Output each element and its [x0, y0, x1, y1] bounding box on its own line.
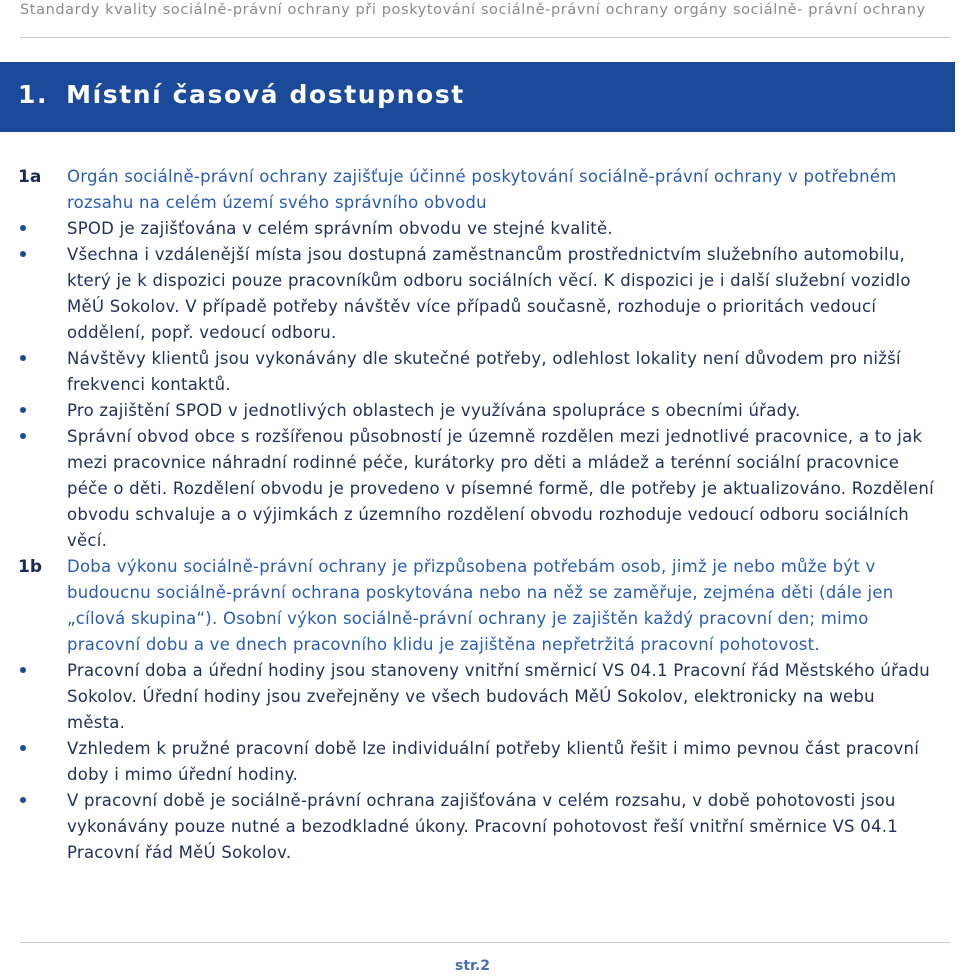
criterion-code: 1b: [18, 557, 42, 577]
page-number: str.2: [455, 958, 490, 974]
bullet-icon: [20, 225, 26, 231]
list-item: [0, 216, 960, 242]
bullet-icon: [20, 433, 26, 439]
list-item-text: Pro zajištění SPOD v jednotlivých oblastech je využívána spolupráce s obecními úřady.: [67, 401, 801, 420]
list-item-text: Správní obvod obce s rozšířenou působností je územně rozdělen mezi jednotlivé pracovnice, a to jak mezi pracovnice náhradní rodinné péče, kurátorky pro děti a mládež a terénní sociální pracovnice péče o děti. Rozdělení obvodu je provedeno v písemné formě, dle potřeby je aktualizováno. Rozdělení obvodu schvaluje a o výjimkách z územního rozdělení obvodu rozhoduje vedoucí odboru sociálních věcí.: [67, 427, 934, 550]
criteria-list: [0, 164, 960, 866]
bullet-icon: [20, 667, 26, 673]
list-item-text: Vzhledem k pružné pracovní době lze individuální potřeby klientů řešit i mimo pevnou část pracovní doby i mimo úřední hodiny.: [67, 739, 920, 784]
section-heading: [18, 80, 465, 109]
list-item: [0, 424, 960, 554]
list-item: [0, 398, 960, 424]
bullet-icon: [20, 797, 26, 803]
bullet-icon: [20, 355, 26, 361]
list-item: [0, 736, 960, 788]
list-item: [0, 788, 960, 866]
criterion-text: Doba výkonu sociálně-právní ochrany je přizpůsobena potřebám osob, jimž je nebo může být v budoucnu sociálně-právní ochrana poskytována nebo na něž se zaměřuje, zejména děti (dále jen „cílová skupina“). Osobní výkon sociálně-právní ochrany je zajištěn každý pracovní den; mimo pracovní dobu a ve dnech pracovního klidu je zajištěna nepřetržitá pracovní pohotovost.: [67, 557, 894, 654]
bullet-icon: [20, 251, 26, 257]
criterion-code: 1a: [18, 167, 42, 187]
list-item-text: V pracovní době je sociálně-právní ochrana zajišťována v celém rozsahu, v době pohotovosti jsou vykonávány pouze nutné a bezodkladné úkony. Pracovní pohotovost řeší vnitřní směrnice VS 04.1 Pracovní řád MěÚ Sokolov.: [67, 791, 898, 862]
criterion-1a: [0, 164, 960, 216]
criterion-1b: [0, 554, 960, 658]
criterion-text: Orgán sociálně-právní ochrany zajišťuje účinné poskytování sociálně-právní ochrany v potřebném rozsahu na celém území svého správního obvodu: [67, 167, 897, 212]
bullet-icon: [20, 407, 26, 413]
bullet-icon: [20, 745, 26, 751]
header-divider: [20, 37, 950, 38]
running-header: Standardy kvality sociálně-právní ochrany při poskytování sociálně-právní ochrany orgány sociálně- právní ochrany: [20, 2, 926, 18]
list-item-text: Návštěvy klientů jsou vykonávány dle skutečné potřeby, odlehlost lokality není důvodem pro nižší frekvenci kontaktů.: [67, 349, 901, 394]
list-item: [0, 346, 960, 398]
list-item-text: Všechna i vzdálenější místa jsou dostupná zaměstnancům prostřednictvím služebního automobilu, který je k dispozici pouze pracovníkům odboru sociálních věcí. K dispozici je i další služební vozidlo MěÚ Sokolov. V případě potřeby návštěv více případů současně, rozhoduje o prioritách vedoucí oddělení, popř. vedoucí odboru.: [67, 245, 911, 342]
section-title: Místní časová dostupnost: [66, 80, 465, 109]
list-item: [0, 658, 960, 736]
list-item-text: SPOD je zajišťována v celém správním obvodu ve stejné kvalitě.: [67, 219, 613, 238]
section-number: 1.: [18, 80, 49, 109]
list-item-text: Pracovní doba a úřední hodiny jsou stanoveny vnitřní směrnicí VS 04.1 Pracovní řád Městského úřadu Sokolov. Úřední hodiny jsou zveřejněny ve všech budovách MěÚ Sokolov, elektronicky na webu města.: [67, 661, 930, 732]
list-item: [0, 242, 960, 346]
footer-divider: [20, 942, 950, 943]
